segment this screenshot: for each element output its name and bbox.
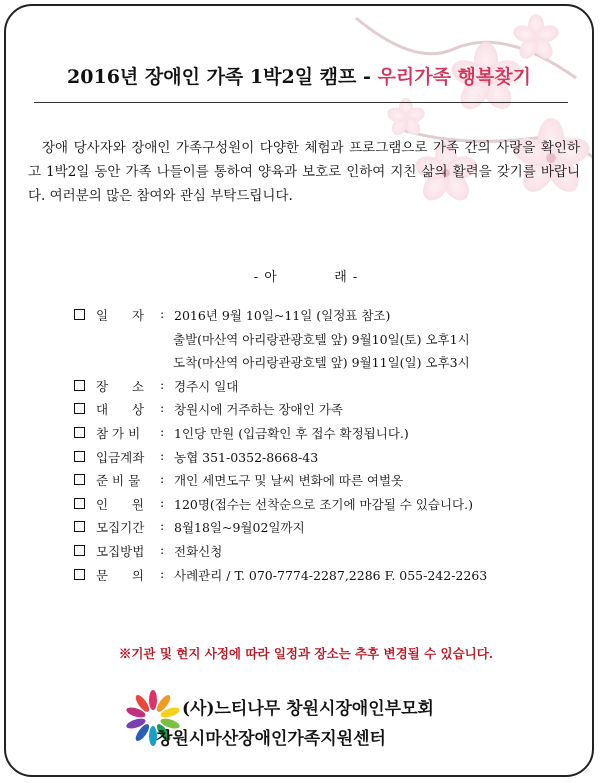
checkbox-bullet-icon [74,309,85,320]
checkbox-bullet-icon [74,380,85,391]
detail-value: 8월18일~9월02일까지 [174,520,305,536]
detail-value: 전화신청 [174,543,223,559]
detail-label: 문 의 [96,567,144,583]
detail-label: 준 비 물 [96,473,141,489]
notice-heading: - 아 래 - [253,270,359,285]
detail-separator: : [160,306,165,321]
detail-label: 인 원 [96,496,144,512]
organization-name-primary: (사)느티나무 창원시장애인부모회 [182,699,434,719]
intro-text: 장애 당사자와 장애인 가족구성원이 다양한 체험과 프로그램으로 가족 간의 사랑을 확인하고 1박2일 동안 가족 나들이를 통하여 양육과 보호로 인하여 지친 삶의 활력을 갖기를 바랍니다. 여러분의 많은 참여와 관심 부탁드립니다. [28,140,580,204]
detail-label: 모집기간 [96,520,145,536]
checkbox-bullet-icon [74,569,85,580]
detail-item-place [74,377,584,401]
detail-separator: : [160,400,165,416]
detail-value: 농협 351-0352-8668-43 [174,449,319,465]
detail-item-period [74,518,584,542]
checkbox-bullet-icon [74,545,85,556]
detail-value: 1인당 만원 (입금확인 후 접수 확정됩니다.) [174,425,409,441]
detail-value: 사례관리 / T. 070-7774-2287,2286 F. 055-242-2263 [174,567,488,583]
checkbox-bullet-icon [74,427,85,438]
detail-label: 참 가 비 [96,425,141,441]
detail-separator: : [160,423,165,439]
title-main: 2016년 장애인 가족 1박2일 캠프 - [67,66,378,88]
detail-separator: : [160,494,165,510]
detail-item-contact [74,566,584,590]
title-accent: 우리가족 행복찾기 [377,66,531,88]
detail-value: 120명(접수는 선착순으로 조기에 마감될 수 있습니다.) [174,496,473,512]
intro-paragraph [28,136,580,208]
detail-value: 창원시에 거주하는 장애인 가족 [174,402,343,418]
checkbox-bullet-icon [74,521,85,532]
detail-separator: : [160,518,165,534]
organization-name-secondary: 창원시마산장애인가족지원센터 [156,729,386,749]
detail-label: 대 상 [96,402,144,418]
detail-separator: : [160,447,165,463]
detail-value: 2016년 9월 10일~11일 (일정표 참조) [174,308,391,323]
detail-value: 개인 세면도구 및 날씨 변화에 따른 여벌옷 [174,473,404,489]
detail-item-date [74,306,584,330]
detail-label: 장 소 [96,378,144,394]
detail-continuation-arrival [6,353,584,377]
warning-note: ※기관 및 현지 사정에 따라 일정과 장소는 추후 변경될 수 있습니다. [118,646,494,661]
detail-item-fee [74,424,584,448]
title-divider [34,102,568,103]
detail-label: 일 자 [96,308,144,323]
detail-separator: : [160,541,165,557]
detail-item-supplies [74,471,584,495]
flyer-title [6,62,592,89]
detail-item-capacity [74,495,584,519]
detail-item-method [74,542,584,566]
details-list [74,306,584,589]
detail-value: 출발(마산역 아리랑관광호텔 앞) 9월10일(토) 오후1시 [173,331,470,347]
detail-item-target [74,400,584,424]
detail-item-account [74,448,584,472]
checkbox-bullet-icon [74,474,85,485]
detail-value: 도착(마산역 아리랑관광호텔 앞) 9월11일(일) 오후3시 [173,355,470,371]
detail-label: 모집방법 [96,543,145,559]
detail-label: 입금계좌 [96,449,145,465]
detail-value: 경주시 일대 [174,378,239,394]
detail-continuation-departure [6,330,584,354]
checkbox-bullet-icon [74,451,85,462]
flyer-frame [4,4,594,777]
checkbox-bullet-icon [74,498,85,509]
detail-separator: : [160,376,165,392]
detail-separator: : [160,471,165,487]
checkbox-bullet-icon [74,403,85,414]
detail-separator: : [160,565,165,581]
